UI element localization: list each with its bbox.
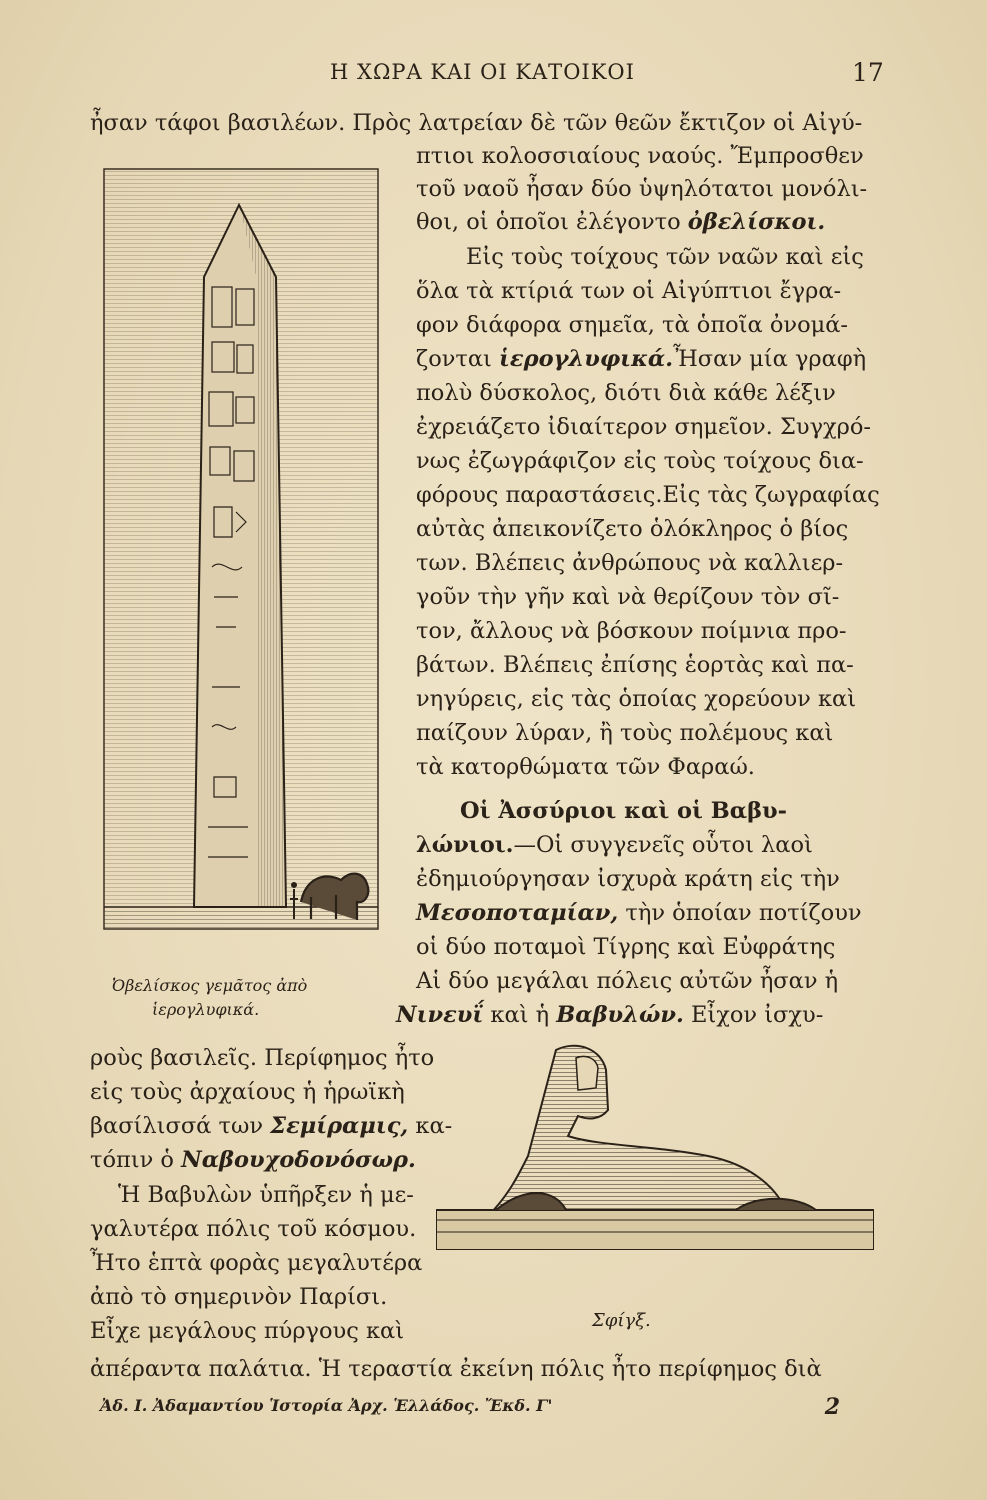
text-line: εἰς τοὺς ἀρχαίους ἡ ἡρωϊκὴ [90,1079,405,1105]
name-nabuchodonosor: Ναβουχοδονόσωρ. [181,1147,416,1173]
section-heading-end: λώνιοι. [416,832,514,858]
text-line: ἐχρειάζετο ἰδιαίτερον σημεῖον. Συγχρό- [416,414,872,440]
text-line: νως ἐζωγράφιζον εἰς τοὺς τοίχους δια- [416,448,864,474]
signature-mark: 2 [824,1394,840,1420]
text-line: οἱ δύο ποταμοὶ Τίγρης καὶ Εὐφράτης [416,934,836,960]
text-line: βάτων. Βλέπεις ἐπίσης ἑορτὰς καὶ πα- [416,652,854,678]
text-line: ἀπὸ τὸ σημερινὸν Παρίσι. [90,1284,388,1310]
text-line: γοῦν τὴν γῆν καὶ νὰ θερίζουν τὸν σῖ- [416,584,840,610]
text-span: καὶ ἡ [490,1002,550,1028]
text-line: τοῦ ναοῦ ἦσαν δύο ὑψηλότατοι μονόλι- [416,176,868,202]
text-line: ὅλα τὰ κτίριά των οἱ Αἰγύπτιοι ἔγρα- [416,278,842,304]
text-line [416,211,825,234]
text-line [416,902,862,925]
text-span: Εἶχον ἰσχυ- [690,1002,824,1028]
text-line: ἀπέραντα παλάτια. Ἡ τεραστία ἐκείνη πόλις ἦτο περίφημος διὰ [90,1356,822,1382]
text-line: Αἱ δύο μεγάλαι πόλεις αὐτῶν ἦσαν ἡ [416,968,839,994]
text-line: Εἶχε μεγάλους πύργους καὶ [90,1318,405,1344]
text-line: αὐτὰς ἀπεικονίζετο ὁλόκληρος ὁ βίος [416,516,849,542]
term-nineveh: Νινευΐ [396,1002,484,1028]
text-line: τὰ κατορθώματα τῶν Φαραώ. [416,754,755,780]
obelisk-illustration [96,167,386,967]
running-head: Η ΧΩΡΑ ΚΑΙ ΟΙ ΚΑΤΟΙΚΟΙ [330,60,635,84]
text-line: των. Βλέπεις ἀνθρώπους νὰ καλλιερ- [416,550,844,576]
text-span: τόπιν ὁ [90,1147,182,1173]
text-line: φόρους παραστάσεις.Εἰς τὰς ζωγραφίας [416,482,880,508]
text-line [416,348,866,371]
sphinx-illustration [436,1040,874,1250]
text-span: Ἦσαν μία γραφὴ [673,346,867,372]
obelisk-caption-line-1: Ὀβελίσκος γεμᾶτος ἀπὸ [112,976,308,995]
text-line: νηγύρεις, εἰς τὰς ὁποίας χορεύουν καὶ [416,686,857,712]
text-line [396,1004,823,1027]
term-ieroglyphika: ἱερογλυφικά. [499,346,674,372]
text-line: φον διάφορα σημεῖα, τὰ ὁποῖα ὀνομά- [416,312,849,338]
text-span: βασίλισσά των [90,1113,271,1139]
term-babylon: Βαβυλών. [556,1002,684,1028]
text-line: γαλυτέρα πόλις τοῦ κόσμου. [90,1216,417,1242]
text-line [416,834,813,857]
sphinx-caption: Σφίγξ. [592,1310,651,1331]
footer-imprint: Ἀδ. Ι. Ἀδαμαντίου Ἱστορία Ἀρχ. Ἑλλάδος. Ἔκδ. Γ' [100,1396,553,1415]
text-line: Εἰς τοὺς τοίχους τῶν ναῶν καὶ εἰς [466,244,864,270]
text-span: κα- [408,1113,453,1139]
name-semiramis: Σεμίραμις, [270,1113,409,1139]
text-span: τὴν ὁποίαν ποτίζουν [625,900,862,926]
text-line: Ἦτο ἑπτὰ φορὰς μεγαλυτέρα [90,1250,423,1276]
text-line: πολὺ δύσκολος, διότι διὰ κάθε λέξιν [416,380,836,406]
text-span: θοι, οἱ ὁποῖοι ἐλέγοντο [416,209,688,235]
text-line: πτιοι κολοσσιαίους ναούς. Ἔμπροσθεν [416,143,864,169]
text-line [90,1149,416,1172]
term-obeliskoi: ὀβελίσκοι. [687,209,826,235]
obelisk-caption-line-2: ἱερογλυφικά. [152,1000,260,1019]
page-number: 17 [852,58,884,87]
text-line: ἐδημιούργησαν ἰσχυρὰ κράτη εἰς τὴν [416,866,840,892]
text-line [90,1115,452,1138]
text-line: ἦσαν τάφοι βασιλέων. Πρὸς λατρείαν δὲ τῶν θεῶν ἔκτιζον οἱ Αἰγύ- [90,110,863,136]
text-span: ζονται [416,346,500,372]
text-line: Ἡ Βαβυλὼν ὑπῆρξεν ἡ με- [118,1182,414,1208]
text-span: —Οἱ συγγενεῖς οὗτοι λαοὶ [513,832,813,858]
text-line: ροὺς βασιλεῖς. Περίφημος ἦτο [90,1045,435,1071]
term-mesopotamia: Μεσοποταμίαν, [416,900,619,926]
section-heading: Οἱ Ἀσσύριοι καὶ οἱ Βαβυ- [460,798,787,824]
page-footer [100,1394,840,1420]
text-line: τον, ἄλλους νὰ βόσκουν ποίμνια προ- [416,618,847,644]
text-line: παίζουν λύραν, ἢ τοὺς πολέμους καὶ [416,720,834,746]
